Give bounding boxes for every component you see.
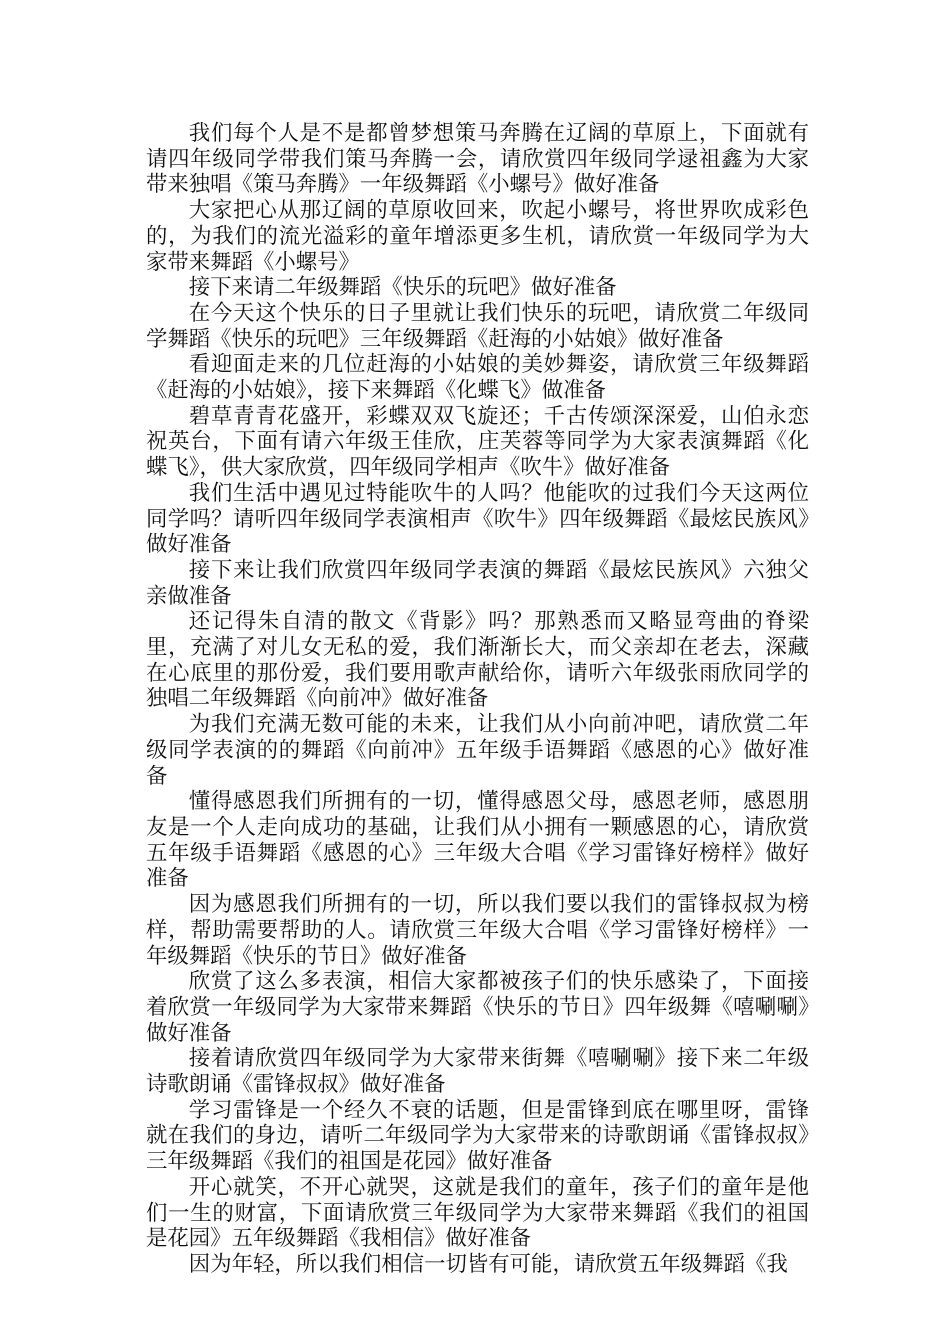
paragraph: 碧草青青花盛开，彩蝶双双飞旋还；千古传颂深深爱，山伯永恋祝英台，下面有请六年级王佳欣，庄芙蓉等同学为大家表演舞蹈《化蝶飞》，供大家欣赏，四年级同学相声《吹牛》做好准备 <box>146 403 809 481</box>
paragraph: 大家把心从那辽阔的草原收回来，吹起小螺号，将世界吹成彩色的，为我们的流光溢彩的童年增添更多生机，请欣赏一年级同学为大家带来舞蹈《小螺号》 <box>146 198 809 275</box>
paragraph: 学习雷锋是一个经久不衰的话题，但是雷锋到底在哪里呀，雷锋就在我们的身边，请听二年级同学为大家带来的诗歌朗诵《雷锋叔叔》三年级舞蹈《我们的祖国是花园》做好准备 <box>146 1097 809 1175</box>
paragraph: 懂得感恩我们所拥有的一切，懂得感恩父母，感恩老师，感恩朋友是一个人走向成功的基础，让我们从小拥有一颗感恩的心，请欣赏五年级手语舞蹈《感恩的心》三年级大合唱《学习雷锋好榜样》做好准备 <box>146 789 809 892</box>
paragraph: 因为年轻，所以我们相信一切皆有可能，请欣赏五年级舞蹈《我 <box>188 1251 788 1277</box>
paragraph: 还记得朱自清的散文《背影》吗？那熟悉而又略显弯曲的脊梁里，充满了对儿女无私的爱，我们渐渐长大，而父亲却在老去，深藏在心底里的那份爱，我们要用歌声献给你，请听六年级张雨欣同学的独唱二年级舞蹈《向前冲》做好准备 <box>146 609 809 712</box>
paragraph: 接下来让我们欣赏四年级同学表演的舞蹈《最炫民族风》六独父亲做准备 <box>146 557 809 609</box>
paragraph: 开心就笑，不开心就哭，这就是我们的童年，孩子们的童年是他们一生的财富，下面请欣赏三年级同学为大家带来舞蹈《我们的祖国是花园》五年级舞蹈《我相信》做好准备 <box>146 1174 809 1252</box>
paragraph: 为我们充满无数可能的未来，让我们从小向前冲吧，请欣赏二年级同学表演的的舞蹈《向前冲》五年级手语舞蹈《感恩的心》做好准备 <box>146 712 809 789</box>
paragraph: 在今天这个快乐的日子里就让我们快乐的玩吧，请欣赏二年级同学舞蹈《快乐的玩吧》三年级舞蹈《赶海的小姑娘》做好准备 <box>146 300 809 352</box>
document-body <box>146 121 809 1278</box>
paragraph: 接下来请二年级舞蹈《快乐的玩吧》做好准备 <box>188 275 617 301</box>
paragraph: 我们生活中遇见过特能吹牛的人吗？他能吹的过我们今天这两位同学吗？请听四年级同学表演相声《吹牛》四年级舞蹈《最炫民族风》做好准备 <box>146 480 809 558</box>
paragraph: 欣赏了这么多表演，相信大家都被孩子们的快乐感染了，下面接着欣赏一年级同学为大家带来舞蹈《快乐的节日》四年级舞《嘻唰唰》做好准备 <box>146 969 809 1046</box>
paragraph: 因为感恩我们所拥有的一切，所以我们要以我们的雷锋叔叔为榜样，帮助需要帮助的人。请欣赏三年级大合唱《学习雷锋好榜样》一年级舞蹈《快乐的节日》做好准备 <box>146 892 809 969</box>
paragraph: 我们每个人是不是都曾梦想策马奔腾在辽阔的草原上，下面就有请四年级同学带我们策马奔腾一会，请欣赏四年级同学逯祖鑫为大家带来独唱《策马奔腾》一年级舞蹈《小螺号》做好准备 <box>146 121 809 198</box>
paragraph: 接着请欣赏四年级同学为大家带来街舞《嘻唰唰》接下来二年级诗歌朗诵《雷锋叔叔》做好准备 <box>146 1046 809 1098</box>
paragraph: 看迎面走来的几位赶海的小姑娘的美妙舞姿，请欣赏三年级舞蹈《赶海的小姑娘》，接下来舞蹈《化蝶飞》做准备 <box>146 352 809 404</box>
